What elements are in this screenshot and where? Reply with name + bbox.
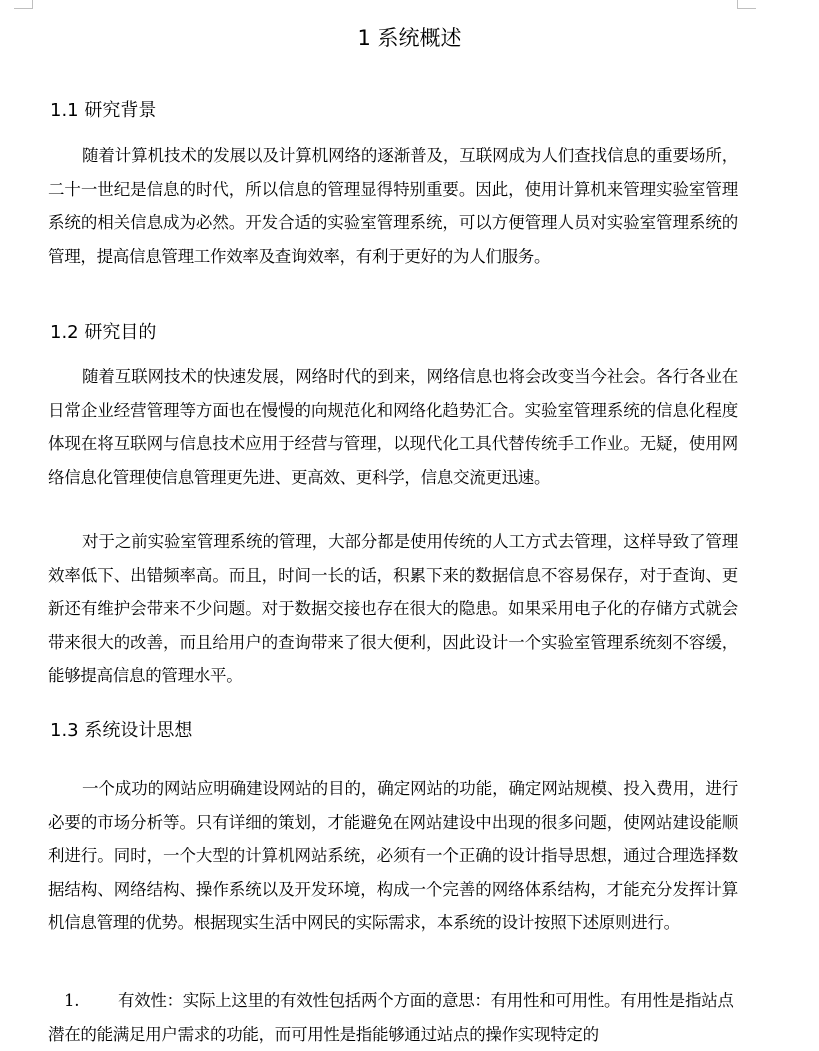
list-item-number: 1.: [64, 991, 80, 1010]
paragraph-design-idea: 一个成功的网站应明确建设网站的目的，确定网站的功能，确定网站规模、投入费用，进行必要的市场分析等。只有详细的策划，才能避免在网站建设中出现的很多问题，使网站建设能顺利进行。同时，一个大型的计算机网站系统，必须有一个正确的设计指导思想，通过合理选择数据结构、网络结构、操作系统以及开发环境，构成一个完善的网络体系结构，才能充分发挥计算机信息管理的优势。根据现实生活中网民的实际需求，本系统的设计按照下述原则进行。: [48, 779, 738, 932]
chapter-title: 1 系统概述: [357, 26, 462, 50]
section-heading-1-3: 1.3 系统设计思想: [50, 720, 193, 741]
section-heading-1-2: 1.2 研究目的: [50, 322, 157, 343]
section-heading-1-1: 1.1 研究背景: [50, 100, 157, 121]
page-corner-mark-top-right: [737, 0, 756, 9]
paragraph-research-background: 随着计算机技术的发展以及计算机网络的逐渐普及，互联网成为人们查找信息的重要场所，二十一世纪是信息的时代，所以信息的管理显得特别重要。因此，使用计算机来管理实验室管理系统的相关信息成为必然。开发合适的实验室管理系统，可以方便管理人员对实验室管理系统的管理，提高信息管理工作效率及查询效率，有利于更好的为人们服务。: [48, 146, 738, 266]
paragraph-research-purpose-1: 随着互联网技术的快速发展，网络时代的到来，网络信息也将会改变当今社会。各行各业在日常企业经营管理等方面也在慢慢的向规范化和网络化趋势汇合。实验室管理系统的信息化程度体现在将互联网与信息技术应用于经营与管理，以现代化工具代替传统手工作业。无疑，使用网络信息化管理使信息管理更先进、更高效、更科学，信息交流更迅速。: [48, 367, 738, 487]
page-corner-mark-top-left: [14, 0, 33, 9]
paragraph-research-purpose-2: 对于之前实验室管理系统的管理，大部分都是使用传统的人工方式去管理，这样导致了管理效率低下、出错频率高。而且，时间一长的话，积累下来的数据信息不容易保存，对于查询、更新还有维护会带来不少问题。对于数据交接也存在很大的隐患。如果采用电子化的存储方式就会带来很大的改善，而且给用户的查询带来了很大便利，因此设计一个实验室管理系统刻不容缓，能够提高信息的管理水平。: [48, 532, 738, 685]
list-item-text: 有效性：实际上这里的有效性包括两个方面的意思：有用性和可用性。有用性是指站点潜在的能满足用户需求的功能，而可用性是指能够通过站点的操作实现特定的: [48, 991, 734, 1044]
list-item-effectiveness: [48, 984, 748, 1051]
